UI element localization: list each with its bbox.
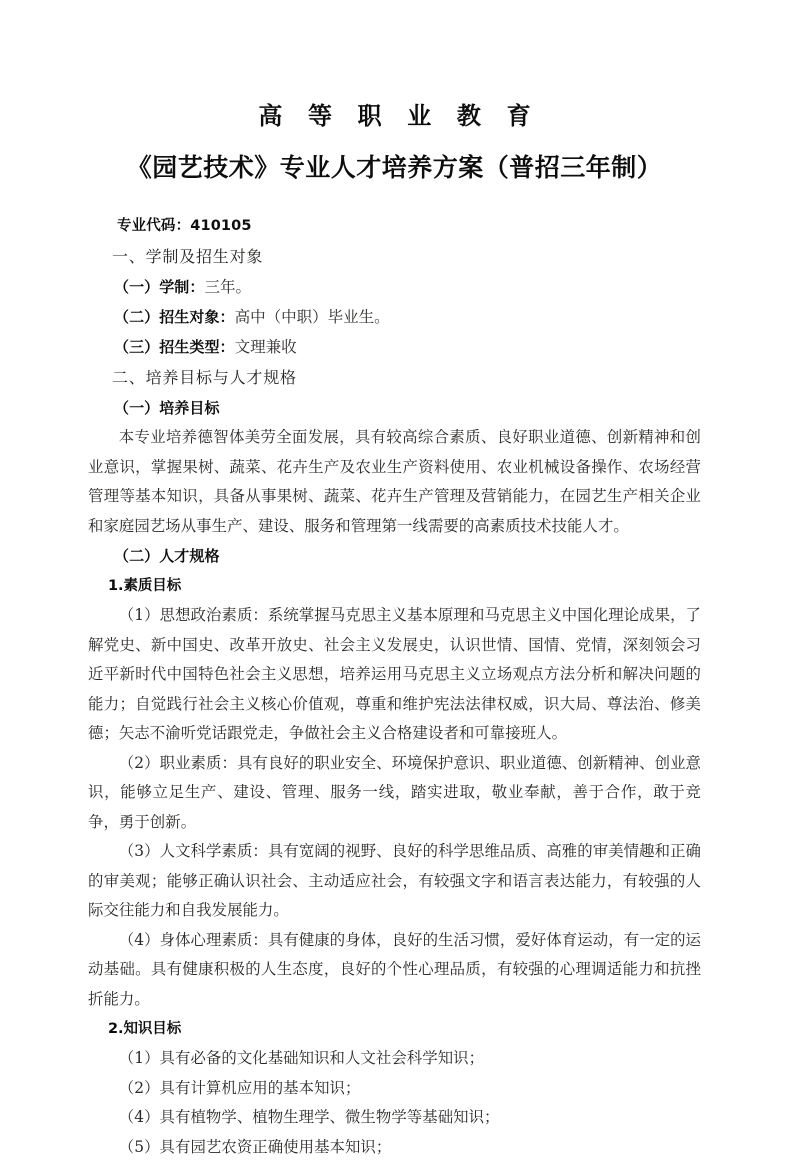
list-item: （4）身体心理素质：具有健康的身体，良好的生活习惯，爱好体育运动，有一定的运动基础。具有健康积极的人生态度，良好的个性心理品质，有较强的心理调适能力和抗挫折能力。	[88, 926, 701, 1015]
section-1-item-2	[88, 302, 701, 332]
section-1-item-2-value: 高中（中职）毕业生。	[235, 308, 390, 326]
list-item: （1）具有必备的文化基础知识和人文社会科学知识；	[88, 1044, 701, 1074]
section-heading-2: 二、培养目标与人才规格	[88, 362, 701, 393]
document-content	[88, 0, 701, 1162]
section-heading-1: 一、学制及招生对象	[88, 241, 701, 272]
list-item: （1）思想政治素质：系统掌握马克思主义基本原理和马克思主义中国化理论成果，了解党史、新中国史、改革开放史、社会主义发展史，认识世情、国情、党情，深刻领会习近平新时代中国特色社会主义思想，培养运用马克思主义立场观点方法分析和解决问题的能力；自觉践行社会主义核心价值观，尊重和维护宪法法律权威，识大局、尊法治、修美德；矢志不渝听党话跟党走，争做社会主义合格建设者和可靠接班人。	[88, 601, 701, 749]
section-1-item-3-value: 文理兼收	[235, 338, 297, 356]
group-heading-quality-objectives: 1.素质目标	[88, 571, 701, 601]
major-code-line: 专业代码：410105	[88, 185, 701, 241]
page-title: 《园艺技术》专业人才培养方案（普招三年制）	[88, 131, 701, 185]
group-heading-knowledge-objectives: 2.知识目标	[88, 1014, 701, 1044]
subsection-heading-training-objective: （一）培养目标	[88, 393, 701, 423]
document-header-title: 高 等 职 业 教 育	[88, 0, 701, 131]
list-item: （4）具有植物学、植物生理学、微生物学等基础知识；	[88, 1103, 701, 1133]
list-item: （5）具有园艺农资正确使用基本知识；	[88, 1133, 701, 1162]
list-item: （2）具有计算机应用的基本知识；	[88, 1074, 701, 1104]
training-objective-paragraph: 本专业培养德智体美劳全面发展，具有较高综合素质、良好职业道德、创新精神和创业意识，掌握果树、蔬菜、花卉生产及农业生产资料使用、农业机械设备操作、农场经营管理等基本知识，具备从事果树、蔬菜、花卉生产管理及营销能力，在园艺生产相关企业和家庭园艺场从事生产、建设、服务和管理第一线需要的高素质技术技能人才。	[88, 423, 701, 541]
section-1-item-1-label: （一）学制：	[114, 278, 204, 296]
section-1-item-3	[88, 332, 701, 362]
list-item: （3）人文科学素质：具有宽阔的视野、良好的科学思维品质、高雅的审美情趣和正确的审美观；能够正确认识社会、主动适应社会，有较强文字和语言表达能力，有较强的人际交往能力和自我发展能力。	[88, 837, 701, 926]
section-1-item-1-value: 三年。	[204, 278, 251, 296]
section-1-item-2-label: （二）招生对象：	[114, 308, 235, 326]
list-item: （2）职业素质：具有良好的职业安全、环境保护意识、职业道德、创新精神、创业意识，能够立足生产、建设、管理、服务一线，踏实进取，敬业奉献，善于合作，敢于竞争，勇于创新。	[88, 749, 701, 838]
section-1-item-1	[88, 272, 701, 302]
section-1-item-3-label: （三）招生类型：	[114, 338, 235, 356]
subsection-heading-talent-spec: （二）人才规格	[88, 541, 701, 571]
